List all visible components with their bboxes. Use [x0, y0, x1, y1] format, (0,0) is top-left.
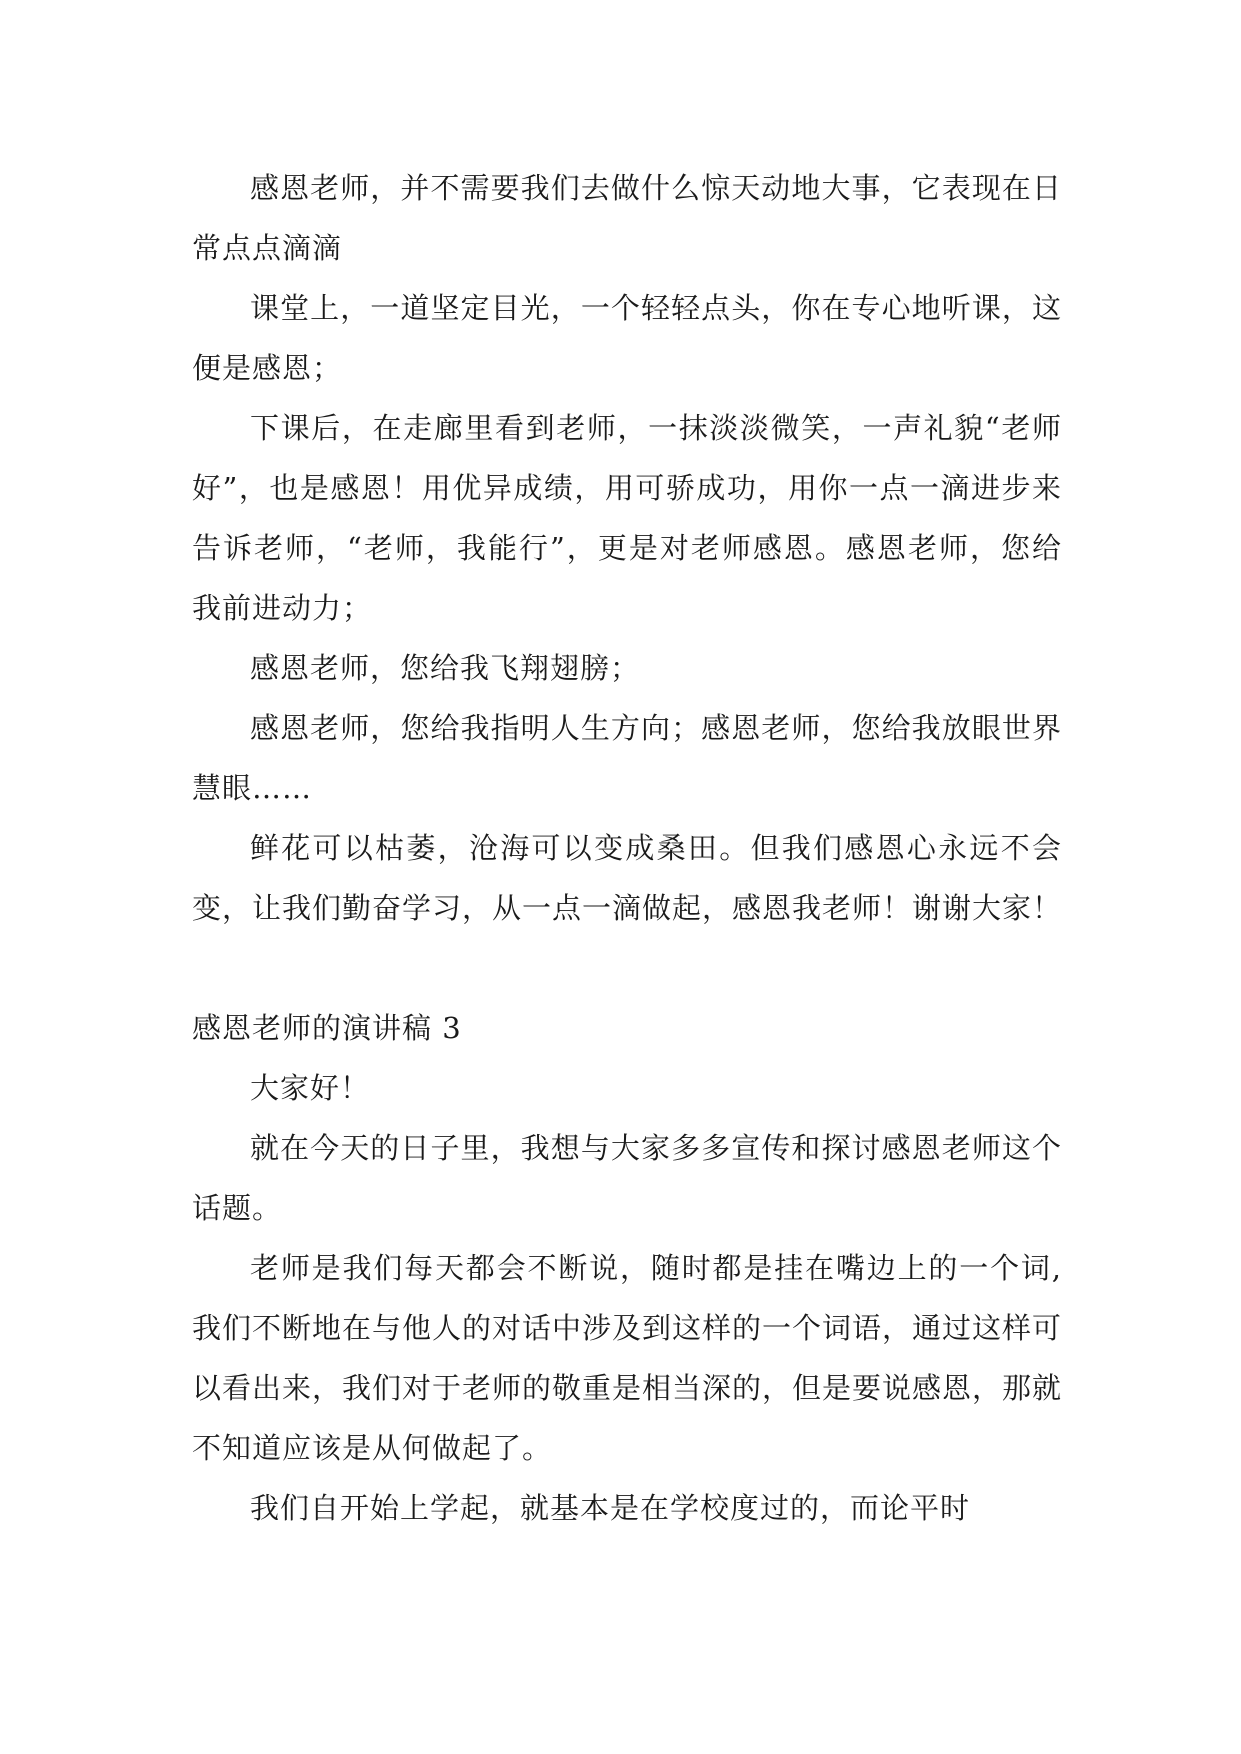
paragraph: 我们自开始上学起，就基本是在学校度过的，而论平时: [250, 1491, 971, 1525]
paragraph: 感恩老师，并不需要我们去做什么惊天动地大事，它表现在日常点点滴滴: [192, 171, 1062, 265]
paragraph: 就在今天的日子里，我想与大家多多宣传和探讨感恩老师这个话题。: [192, 1131, 1062, 1225]
paragraph: 感恩老师，您给我飞翔翅膀；: [250, 651, 641, 685]
paragraph: 老师是我们每天都会不断说，随时都是挂在嘴边上的一个词,我们不断地在与他人的对话中涉及到这样的一个词语，通过这样可以看出来，我们对于老师的敬重是相当深的，但是要说感恩，那就不知道应该是从何做起了。: [192, 1251, 1063, 1465]
document-body: [192, 158, 1062, 1538]
paragraph: 感恩老师，您给我指明人生方向；感恩老师，您给我放眼世界慧眼……: [192, 711, 1062, 805]
section-heading: 感恩老师的演讲稿 3: [192, 1011, 462, 1045]
paragraph: 大家好！: [250, 1071, 371, 1105]
paragraph: 课堂上，一道坚定目光，一个轻轻点头，你在专心地听课，这便是感恩；: [192, 291, 1062, 385]
section-spacer: [192, 938, 1062, 998]
paragraph: 鲜花可以枯萎，沧海可以变成桑田。但我们感恩心永远不会变，让我们勤奋学习，从一点一滴做起，感恩我老师！谢谢大家！: [192, 831, 1063, 925]
paragraph: 下课后，在走廊里看到老师，一抹淡淡微笑，一声礼貌“老师好”，也是感恩！用优异成绩，用可骄成功，用你一点一滴进步来告诉老师，“老师，我能行”，更是对老师感恩。感恩老师，您给我前进动力；: [192, 411, 1062, 625]
